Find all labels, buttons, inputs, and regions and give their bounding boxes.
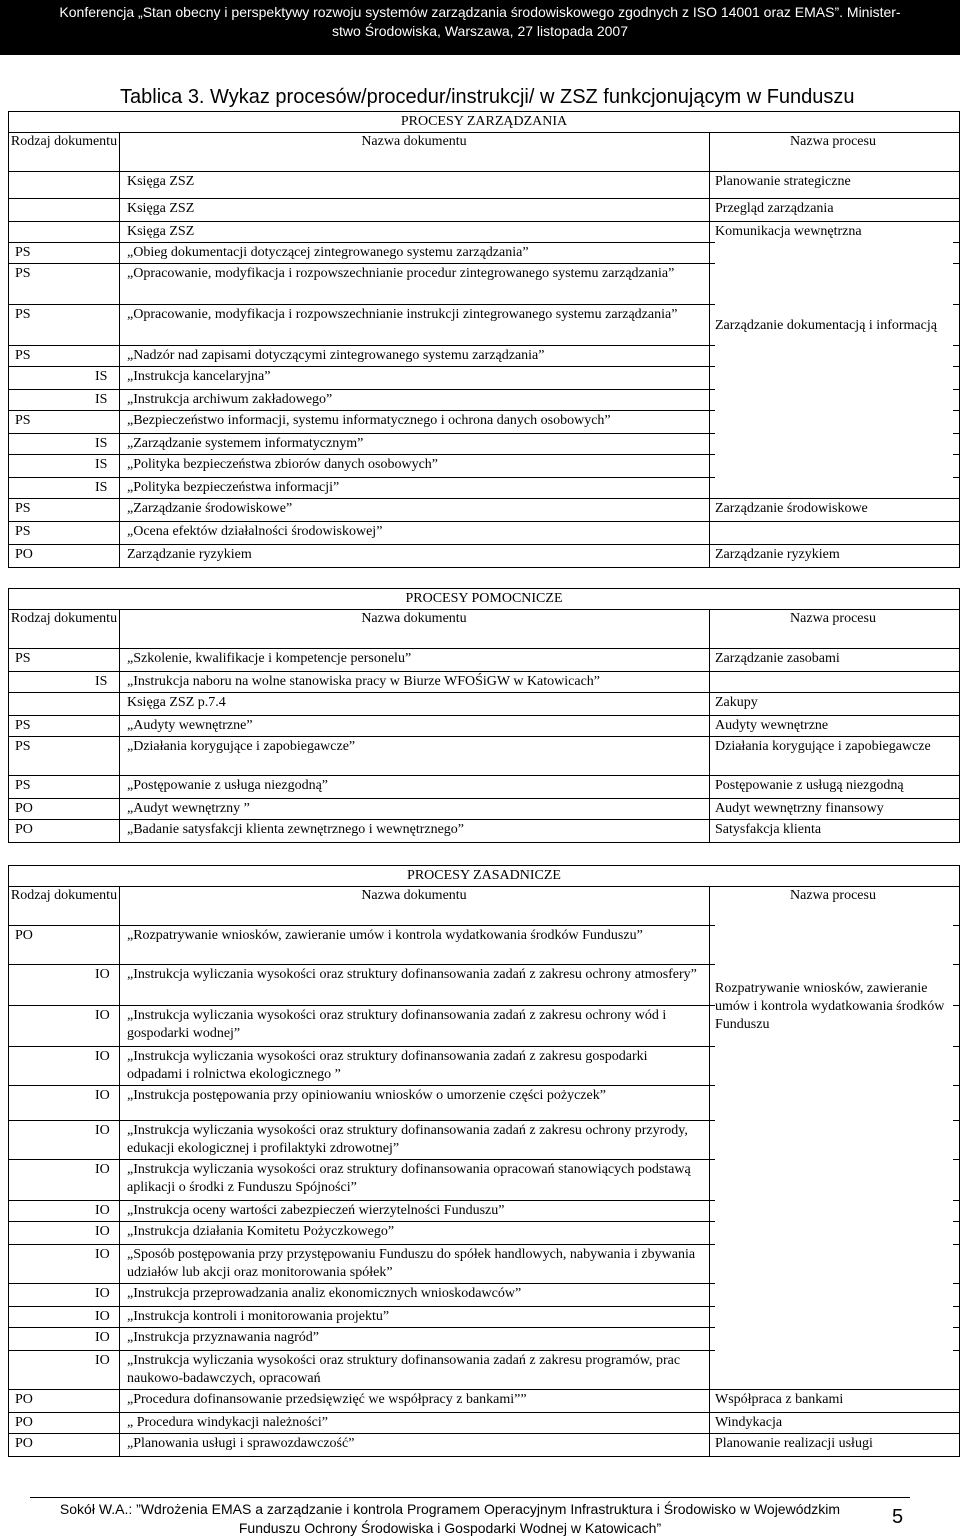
document-name: „Polityka bezpieczeństwa zbiorów danych osobowych” [127, 457, 439, 472]
document-name: „Badanie satysfakcji klienta zewnętrznego i wewnętrznego” [127, 822, 465, 837]
doc-subtype: IO [95, 1008, 110, 1023]
doc-type: PS [15, 307, 31, 322]
document-name: „Instrukcja archiwum zakładowego” [127, 392, 333, 407]
document-name: Księga ZSZ [127, 174, 195, 189]
document-name: „Instrukcja wyliczania wysokości oraz struktury dofinansowania zadań z zakresu ochrony wód i gospodarki wodnej” [127, 1008, 667, 1041]
doc-type: PS [15, 651, 31, 666]
column-header-document: Nazwa dokumentu [361, 611, 467, 626]
section-table [8, 865, 960, 1457]
doc-type: PS [15, 501, 31, 516]
table-row [9, 692, 959, 715]
process-name: Zarządzanie środowiskowe [715, 501, 868, 516]
doc-subtype: IO [95, 1247, 110, 1262]
document-name: „Nadzór nad zapisami dotyczącymi zintegrowanego systemu zarządzania” [127, 348, 545, 363]
table-caption: Tablica 3. Wykaz procesów/procedur/instrukcji/ w ZSZ funkcjonującym w Funduszu [120, 86, 855, 108]
document-name: „Szkolenie, kwalifikacje i kompetencje personelu” [127, 651, 412, 666]
doc-type: PO [15, 822, 33, 837]
document-name: „Instrukcja przeprowadzania analiz ekonomicznych wnioskodawców” [127, 1286, 522, 1301]
doc-subtype: IO [95, 1353, 110, 1368]
document-name: „Instrukcja przyznawania nagród” [127, 1330, 320, 1345]
document-name: „Instrukcja wyliczania wysokości oraz struktury dofinansowania zadań z zakresu programów, prac naukowo-badawczych, opracowań [127, 1353, 681, 1386]
table-row [9, 544, 959, 567]
doc-subtype: IO [95, 967, 110, 982]
table-row [9, 715, 959, 736]
header-line-1: Konferencja „Stan obecny i perspektywy rozwoju systemów zarządzania środowiskowego zgodnych z ISO 14001 oraz EMAS”. Minister- [59, 4, 901, 20]
document-name: „Audyt wewnętrzny ” [127, 801, 250, 816]
section-title: PROCESY POMOCNICZE [405, 591, 563, 606]
doc-subtype: IS [95, 674, 108, 689]
table-row [9, 221, 959, 242]
document-name: „Opracowanie, modyfikacja i rozpowszechnianie instrukcji zintegrowanego systemu zarządzania” [127, 307, 678, 322]
document-name: Zarządzanie ryzykiem [127, 547, 252, 562]
table-row [9, 521, 959, 544]
table-row [9, 1389, 959, 1412]
merged-process-name: Rozpatrywanie wniosków, zawieranie umów i kontrola wydatkowania środków Funduszu [715, 981, 945, 1032]
column-header-row [9, 609, 959, 648]
document-name: „Ocena efektów działalności środowiskowej” [127, 524, 383, 539]
column-header-row [9, 132, 959, 171]
table-row [9, 1433, 959, 1456]
process-name: Przegląd zarządzania [715, 201, 834, 216]
process-name: Satysfakcja klienta [715, 822, 822, 837]
table-row [9, 671, 959, 692]
table-row [9, 798, 959, 819]
document-name: „Rozpatrywanie wniosków, zawieranie umów i kontrola wydatkowania środków Funduszu” [127, 928, 643, 943]
column-header-type: Rodzaj dokumentu [10, 611, 118, 626]
header-rule [30, 50, 904, 51]
column-header-process: Nazwa procesu [790, 134, 876, 149]
doc-subtype: IO [95, 1088, 110, 1103]
doc-subtype: IO [95, 1309, 110, 1324]
header-line-2: stwo Środowiska, Warszawa, 27 listopada 2007 [332, 23, 628, 39]
document-name: „Zarządzanie środowiskowe” [127, 501, 293, 516]
doc-type: PO [15, 1436, 33, 1451]
document-name: „Polityka bezpieczeństwa informacji” [127, 480, 340, 495]
doc-subtype: IO [95, 1162, 110, 1177]
page-number: 5 [892, 1506, 904, 1528]
column-header-document: Nazwa dokumentu [361, 888, 467, 903]
document-name: „Instrukcja działania Komitetu Pożyczkowego” [127, 1224, 395, 1239]
document-name: „Instrukcja wyliczania wysokości oraz struktury dofinansowania zadań z zakresu ochrony przyrody, edukacji ekologicznej i profilaktyki zdrowotnej” [127, 1123, 688, 1156]
footer-line-2: Funduszu Ochrony Środowiska i Gospodarki Wodnej w Katowicach” [238, 1520, 662, 1536]
doc-subtype: IS [95, 436, 108, 451]
footer [30, 1500, 870, 1538]
document-name: „Procedura dofinansowanie przedsięwzięć we współpracy z bankami”” [127, 1392, 527, 1407]
doc-type: PO [15, 928, 33, 943]
document-name: „Instrukcja oceny wartości zabezpieczeń wierzytelności Funduszu” [127, 1203, 505, 1218]
column-header-row [9, 886, 959, 925]
document-name: „Instrukcja naboru na wolne stanowiska pracy w Biurze WFOŚiGW w Katowicach” [127, 674, 601, 689]
doc-type: PO [15, 1392, 33, 1407]
doc-subtype: IS [95, 457, 108, 472]
document-name: „Bezpieczeństwo informacji, systemu informatycznego i ochrona danych osobowych” [127, 413, 611, 428]
document-name: „Instrukcja wyliczania wysokości oraz struktury dofinansowania opracowań stanowiących podstawą aplikacji o środki z Funduszu Spójności” [127, 1162, 691, 1195]
conference-header [0, 0, 960, 55]
column-header-type: Rodzaj dokumentu [10, 134, 118, 149]
merged-process-cell [715, 242, 953, 497]
document-name: „Postępowanie z usługa niezgodną” [127, 778, 328, 793]
process-name: Windykacja [715, 1415, 783, 1430]
doc-subtype: IO [95, 1286, 110, 1301]
process-name: Audyty wewnętrzne [715, 718, 829, 733]
process-name: Postępowanie z usługą niezgodną [715, 778, 904, 793]
footer-rule [30, 1497, 910, 1498]
column-header-process: Nazwa procesu [790, 611, 876, 626]
doc-subtype: IO [95, 1224, 110, 1239]
process-name: Komunikacja wewnętrzna [715, 224, 862, 239]
document-name: „Sposób postępowania przy przystępowaniu Funduszu do spółek handlowych, nabywania i zbywania udziałów lub akcji oraz monitorowania spółek” [127, 1247, 696, 1280]
table-row [9, 498, 959, 521]
document-name: Księga ZSZ [127, 224, 195, 239]
process-name: Planowanie strategiczne [715, 174, 851, 189]
process-name: Zakupy [715, 695, 758, 710]
doc-type: PS [15, 348, 31, 363]
column-header-process: Nazwa procesu [790, 888, 876, 903]
process-name: Działania korygujące i zapobiegawcze [715, 739, 931, 754]
document-name: „Obieg dokumentacji dotyczącej zintegrowanego systemu zarządzania” [127, 245, 529, 260]
doc-subtype: IO [95, 1203, 110, 1218]
column-header-type: Rodzaj dokumentu [10, 888, 118, 903]
doc-subtype: IS [95, 369, 108, 384]
table-row [9, 736, 959, 775]
document-name: „Audyty wewnętrzne” [127, 718, 253, 733]
doc-type: PS [15, 718, 31, 733]
section-table [8, 588, 960, 843]
doc-type: PS [15, 524, 31, 539]
document-name: Księga ZSZ p.7.4 [127, 695, 226, 710]
document-name: „Instrukcja postępowania przy opiniowaniu wniosków o umorzenie części pożyczek” [127, 1088, 606, 1103]
document-name: „ Procedura windykacji należności” [127, 1415, 328, 1430]
doc-type: PS [15, 739, 31, 754]
table-row [9, 171, 959, 198]
doc-type: PO [15, 801, 33, 816]
document-name: „Instrukcja kontroli i monitorowania projektu” [127, 1309, 390, 1324]
section-table [8, 111, 960, 568]
document-name: „Instrukcja wyliczania wysokości oraz struktury dofinansowania zadań z zakresu ochrony atmosfery” [127, 967, 697, 982]
table-row [9, 775, 959, 798]
document-name: „Planowania usługi i sprawozdawczość” [127, 1436, 355, 1451]
document-name: Księga ZSZ [127, 201, 195, 216]
merged-process-cell [715, 925, 953, 1388]
table-row [9, 648, 959, 671]
section-title: PROCESY ZASADNICZE [407, 868, 561, 883]
doc-subtype: IS [95, 480, 108, 495]
doc-subtype: IS [95, 392, 108, 407]
document-name: „Opracowanie, modyfikacja i rozpowszechnianie procedur zintegrowanego systemu zarządzania” [127, 266, 675, 281]
process-name: Współpraca z bankami [715, 1392, 844, 1407]
table-row [9, 819, 959, 842]
doc-subtype: IO [95, 1330, 110, 1345]
table-row [9, 198, 959, 221]
document-name: „Działania korygujące i zapobiegawcze” [127, 739, 356, 754]
doc-type: PO [15, 547, 33, 562]
doc-subtype: IO [95, 1049, 110, 1064]
merged-process-name: Zarządzanie dokumentacją i informacją [715, 318, 937, 333]
section-title: PROCESY ZARZĄDZANIA [400, 114, 568, 129]
process-name: Zarządzanie zasobami [715, 651, 840, 666]
doc-type: PO [15, 1415, 33, 1430]
document-name: „Instrukcja kancelaryjna” [127, 369, 271, 384]
doc-type: PS [15, 245, 31, 260]
doc-subtype: IO [95, 1123, 110, 1138]
process-name: Zarządzanie ryzykiem [715, 547, 840, 562]
process-name: Audyt wewnętrzny finansowy [715, 801, 884, 816]
footer-line-1: Sokół W.A.: ”Wdrożenia EMAS a zarządzanie i kontrola Programem Operacyjnym Infrastruktura i Środowisko w Wojewódzkim [59, 1501, 841, 1517]
document-name: „Zarządzanie systemem informatycznym” [127, 436, 364, 451]
column-header-document: Nazwa dokumentu [361, 134, 467, 149]
process-name: Planowanie realizacji usługi [715, 1436, 873, 1451]
doc-type: PS [15, 266, 31, 281]
document-name: „Instrukcja wyliczania wysokości oraz struktury dofinansowania zadań z zakresu gospodarki odpadami i rolnictwa ekologicznego ” [127, 1049, 648, 1082]
table-row [9, 1412, 959, 1433]
doc-type: PS [15, 413, 31, 428]
doc-type: PS [15, 778, 31, 793]
